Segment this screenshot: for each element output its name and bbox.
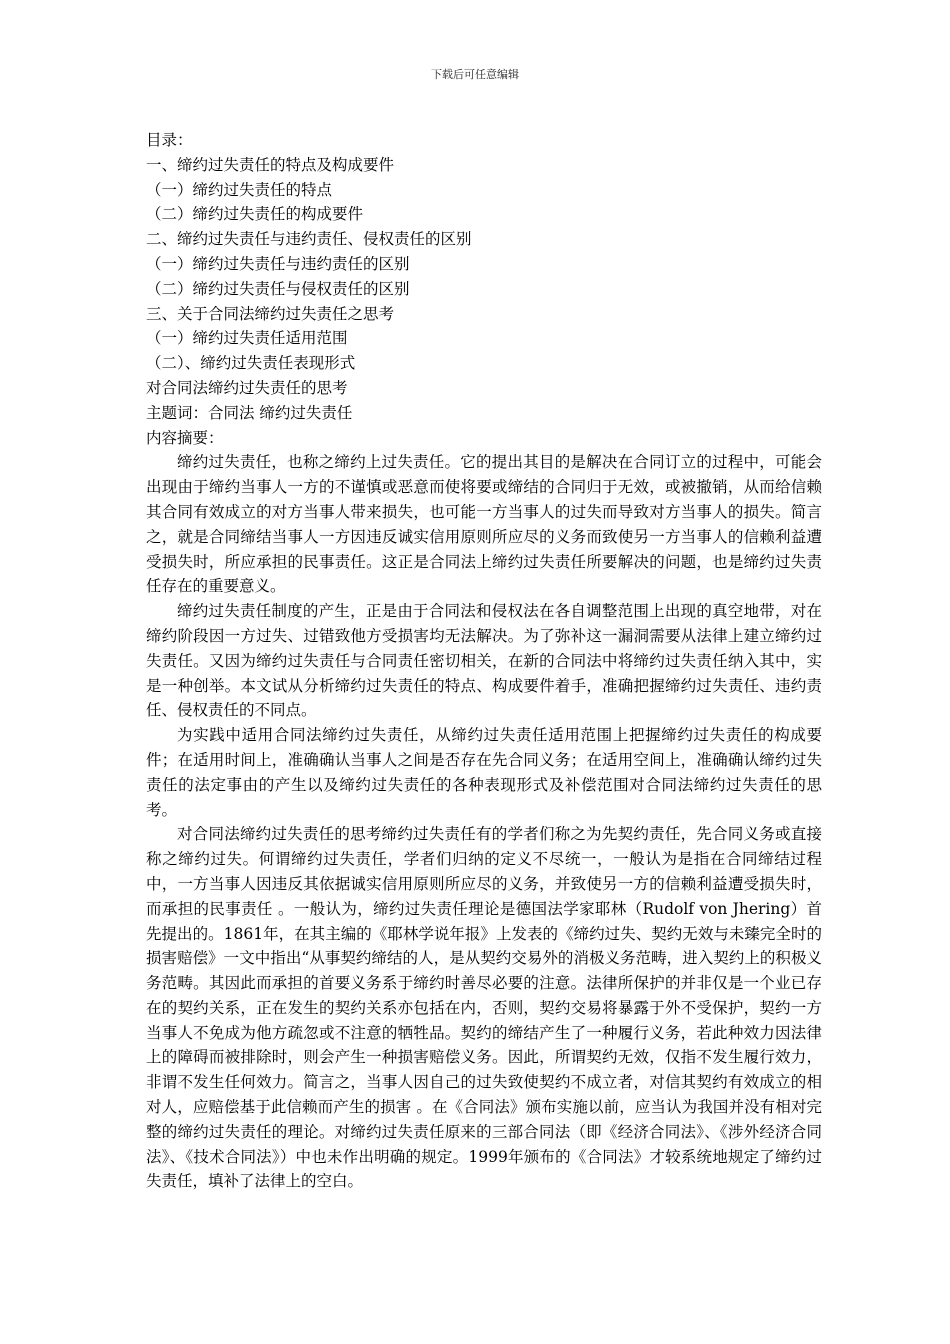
paragraph: 缔约过失责任制度的产生，正是由于合同法和侵权法在各自调整范围上出现的真空地带，对在缔约阶段因一方过失、过错致他方受损害均无法解决。为了弥补这一漏洞需要从法律上建立缔约过失责任。又因为缔约过失责任与合同责任密切相关，在新的合同法中将缔约过失责任纳入其中，实是一种创举。本文试从分析缔约过失责任的特点、构成要件着手，准确把握缔约过失责任、违约责任、侵权责任的不同点。 bbox=[146, 602, 822, 720]
article-title: 对合同法缔约过失责任的思考 bbox=[146, 378, 348, 397]
toc-item: 二、缔约过失责任与违约责任、侵权责任的区别 bbox=[146, 230, 472, 249]
paragraph: 对合同法缔约过失责任的思考缔约过失责任有的学者们称之为先契约责任，先合同义务或直接称之缔约过失。何谓缔约过失责任，学者们归纳的定义不尽统一，一般认为是指在合同缔结过程中，一方当事人因违反其依据诚实信用原则所应尽的义务，并致使另一方的信赖利益遭受损失时，而承担的民事责任 。一般认为，缔约过失责任理论是德国法学家耶林（Rudolf von Jhering）首先提出的。1861年，在其主编的《耶林学说年报》上发表的《缔约过失、契约无效与未臻完全时的损害赔偿》一文中指出“从事契约缔结的人，是从契约交易外的消极义务范畴，进入契约上的积极义务范畴。其因此而承担的首要义务系于缔约时善尽必要的注意。法律所保护的并非仅是一个业已存在的契约关系，正在发生的契约关系亦包括在内，否则，契约交易将暴露于外不受保护，契约一方当事人不免成为他方疏忽或不注意的牺牲品。契约的缔结产生了一种履行义务，若此种效力因法律上的障碍而被排除时，则会产生一种损害赔偿义务。因此，所谓契约无效，仅指不发生履行效力，非谓不发生任何效力。简言之，当事人因自己的过失致使契约不成立者，对信其契约有效成立的相对人，应赔偿基于此信赖而产生的损害 。在《合同法》颁布实施以前，应当认为我国并没有相对完整的缔约过失责任的理论。对缔约过失责任原来的三部合同法（即《经济合同法》、《涉外经济合同法》、《技术合同法》）中也未作出明确的规定。1999年颁布的《合同法》才较系统地规定了缔约过失责任，填补了法律上的空白。 bbox=[146, 825, 822, 1191]
toc-item: （二）、缔约过失责任表现形式 bbox=[146, 354, 356, 373]
paragraph: 为实践中适用合同法缔约过失责任，从缔约过失责任适用范围上把握缔约过失责任的构成要件；在适用时间上，准确确认当事人之间是否存在先合同义务；在适用空间上，准确确认缔约过失责任的法定事由的产生以及缔约过失责任的各种表现形式及补偿范围对合同法缔约过失责任的思考。 bbox=[146, 726, 822, 819]
paragraph: 缔约过失责任，也称之缔约上过失责任。它的提出其目的是解决在合同订立的过程中，可能会出现由于缔约当事人一方的不谨慎或恶意而使将要或缔结的合同归于无效，或被撤销，从而给信赖其合同有效成立的对方当事人带来损失，也可能一方当事人的过失而导致对方当事人的损失。简言之，就是合同缔结当事人一方因违反诚实信用原则所应尽的义务而致使另一方当事人的信赖利益遭受损失时，所应承担的民事责任。这正是合同法上缔约过失责任所要解决的问题，也是缔约过失责任存在的重要意义。 bbox=[146, 453, 822, 596]
document-body bbox=[146, 128, 822, 1194]
toc-item: （一）缔约过失责任的特点 bbox=[146, 180, 333, 199]
toc-item: 三、关于合同法缔约过失责任之思考 bbox=[146, 304, 395, 323]
keywords: 主题词：合同法 缔约过失责任 bbox=[146, 403, 353, 422]
toc-item: （二）缔约过失责任的构成要件 bbox=[146, 205, 364, 224]
toc-item: （一）缔约过失责任适用范围 bbox=[146, 329, 348, 348]
abstract-label: 内容摘要： bbox=[146, 428, 224, 447]
toc-item: 一、缔约过失责任的特点及构成要件 bbox=[146, 155, 395, 174]
toc-item: （一）缔约过失责任与违约责任的区别 bbox=[146, 254, 410, 273]
toc-item: （二）缔约过失责任与侵权责任的区别 bbox=[146, 279, 410, 298]
toc-title: 目录： bbox=[146, 131, 193, 149]
header-note: 下载后可任意编辑 bbox=[431, 68, 519, 81]
